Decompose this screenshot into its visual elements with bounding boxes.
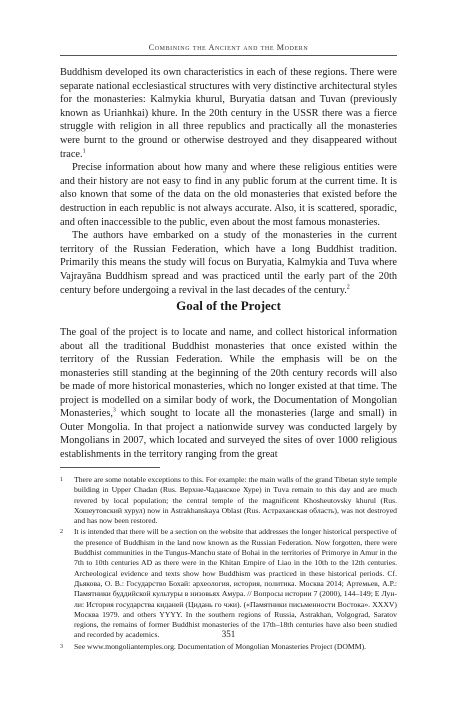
- footnote-2: [60, 527, 397, 640]
- footnote-text: There are some notable exceptions to this. For example: the main walls of the grand Tibetan style temple building in Upper Chadan (Rus. Верхне-Чаданское Хуре) in Tuva remain to this day and are much revered by local population; the central temple of the magnificent Khosheutovsky khurul (Rus. Хошеутовский хурул) now in Astrakhanskaya Oblast (Rus. Астраханская область), was not destroyed and has now been restored.: [74, 475, 397, 526]
- section-text: [60, 326, 397, 461]
- intro-paragraph-2: Precise information about how many and where these religious entities were and their history are not easy to find in any public forum at the current time. It is also known that some of the data on the old monasteries that existed before the destruction in each republic is not always accurate. Also, it is scattered, sporadic, and often inaccessible to the public, even about the most famous monasteries.: [60, 162, 397, 228]
- section-title: Goal of the Project: [176, 298, 281, 313]
- page-number: 351: [221, 629, 236, 639]
- footnote-rule: [60, 467, 160, 468]
- intro-paragraph-3: The authors have embarked on a study of the monasteries in the current territory of the Russian Federation, which have a long Buddhist tradition. Primarily this means the study will focus on Buryatia, Kalmykia and Tuva where Vajrayāna Buddhism spread and was practiced until the early part of the 20th century before undergoing a revival in the last decades of the century.$^2$: [60, 230, 397, 296]
- section-paragraph-1: The goal of the project is to locate and name, and collect historical information about all the traditional Buddhist monasteries that once existed within the territory of the Russian Federation. While the emphasis will be on the monasteries still standing at the beginning of the 20th century records will also be made of more historical monasteries, which no longer existed at that time. The project is modelled on a similar body of work, the Documentation of Mongolian Monasteries,$^3$ which sought to locate all the monasteries (large and small) in Outer Mongolia. In that project a nationwide survey was conducted largely by Mongolians in 2007, which located and surveyed the sites of over 1000 religious establishments in the territory ranging from the great: [60, 327, 397, 460]
- footnote-3: [60, 642, 397, 652]
- footnote-text: It is intended that there will be a section on the website that addresses the longer historical perspective of the presence of Buddhism in the land now known as the Russian Federation. Now forgotten, there were Buddhist communities in the Tungus-Manchu state of Bohai in the territories of Primorye in Amur in the 7th to 10th centuries AD as there were in the Khitan Empire of Liao in the 10th to the 12th centuries. Archeological evidence and texts show how Buddhism was practiced in these historical periods. Cf. Дьякова, О. В.: Государство Бохай: археология, история, политика. Москва 2014; Артемьев, А.Р.: Памятники буддийской культуры в низовьях Амура. // Вопросы истории 7 (2000), 144–149; Е Лун-ли: История государства киданей (Цидань го чжи). («Памятники письменности Востока». XXXV) Москва 1979. and others YYYY. In the southern regions of Russia, Astrakhan, Volgograd, Saratov regions, the remains of former Buddhist monasteries of the 17th–18th centuries have also been studied and recorded by academics.: [74, 527, 397, 640]
- footnote-ref-1[interactable]: 1: [82, 148, 86, 155]
- footnote-ref-3[interactable]: 3: [112, 407, 116, 414]
- intro-paragraph-1: Buddhism developed its own characteristics in each of these regions. There were separate national ecclesiastical structures with very distinctive architectural styles for the monasteries: Kalmykia khurul, Buryatia datsan and Tuvan (previously known as Urianhkai) khure. In the 20th century in the USSR there was a fierce struggle with religion in all three republics and practically all the monasteries were burnt to the ground or otherwise destroyed and they disappeared without trace.$^1$: [60, 67, 397, 160]
- footnote-number: 2: [60, 529, 63, 536]
- footnote-1: [60, 475, 397, 526]
- intro-text: [60, 66, 397, 297]
- footnotes: [60, 475, 397, 653]
- footnote-ref-2[interactable]: 2: [346, 284, 350, 291]
- running-header: Combining the Ancient and the Modern: [148, 43, 309, 52]
- footnote-number: 3: [60, 643, 63, 650]
- footnote-text: See www.mongoliantemples.org. Documentation of Mongolian Monasteries Project (DOMM).: [74, 641, 367, 651]
- header-rule: [60, 55, 397, 56]
- footnote-number: 1: [60, 477, 63, 483]
